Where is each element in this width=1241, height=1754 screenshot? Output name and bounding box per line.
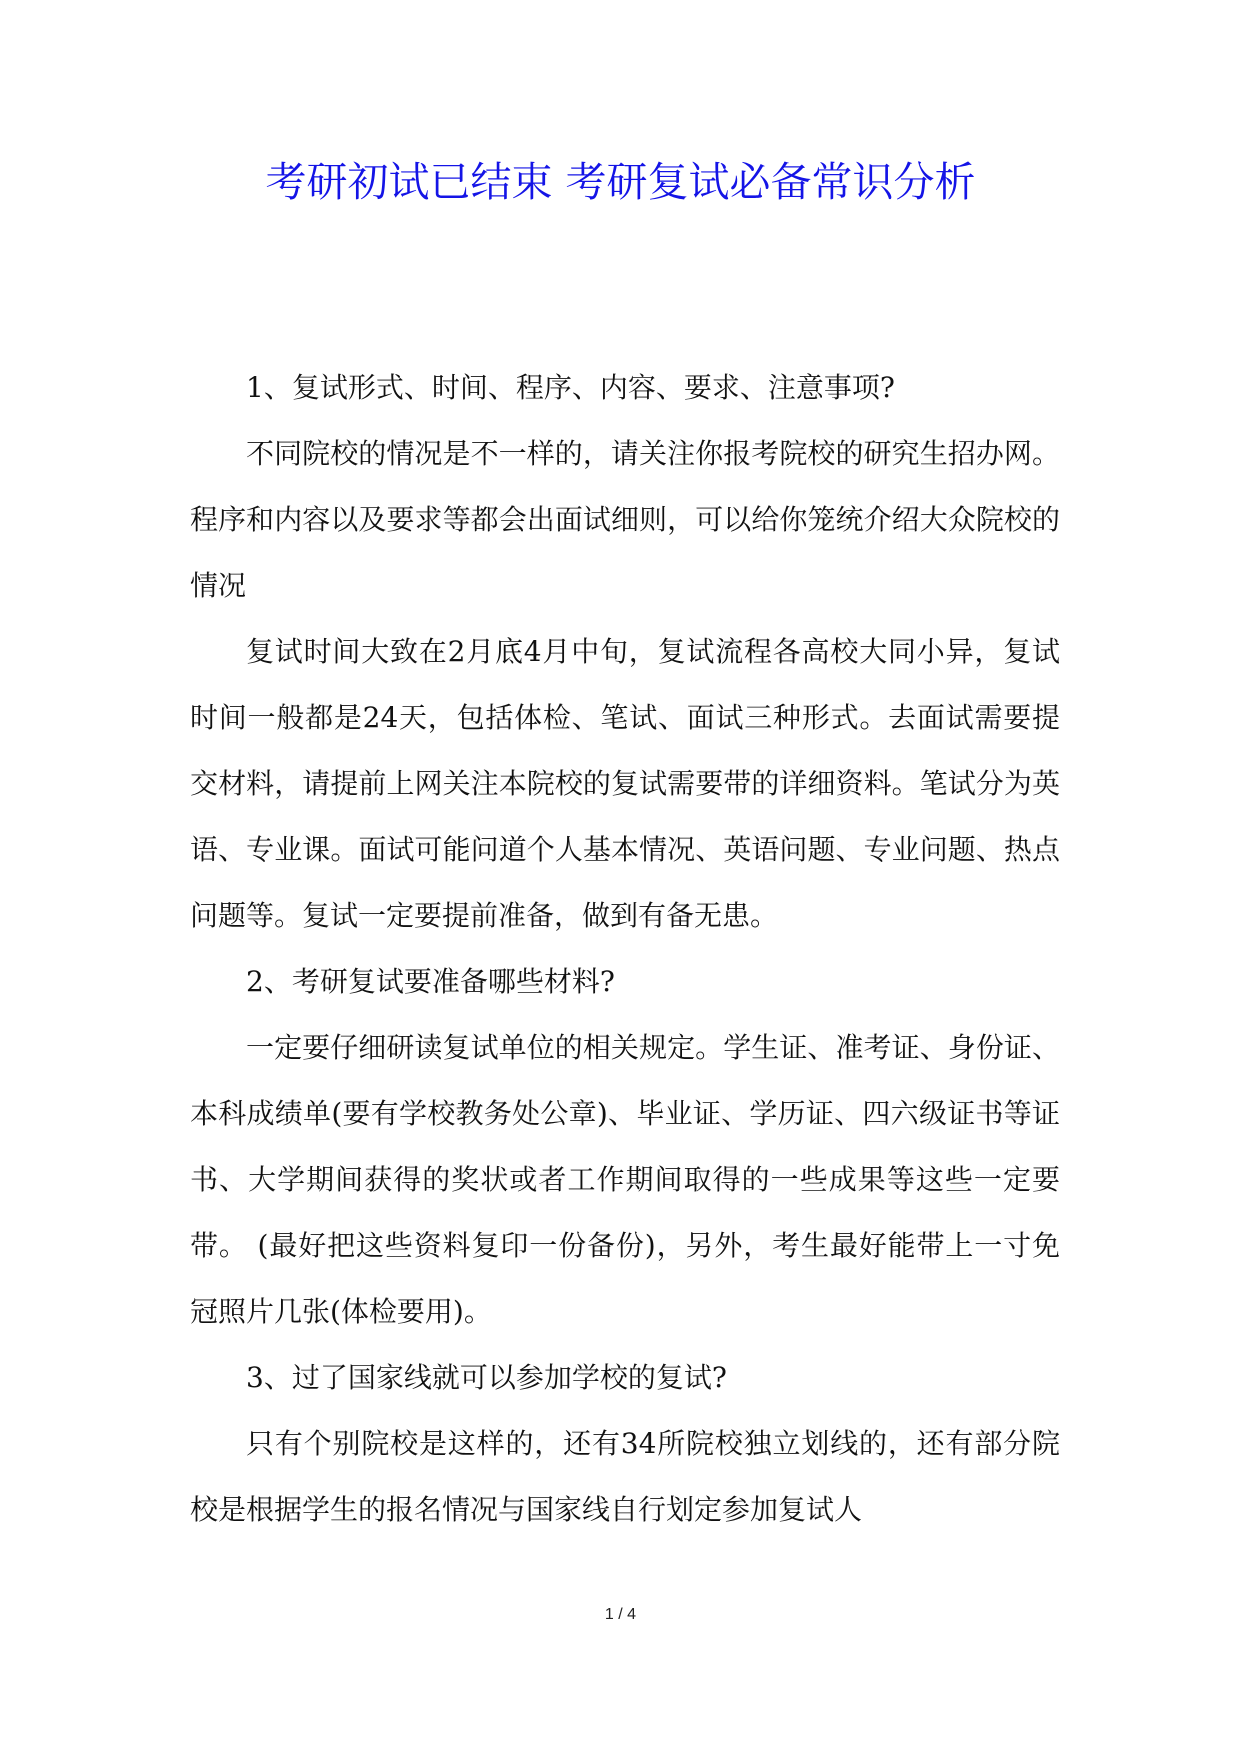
answer-3-paragraph: 只有个别院校是这样的，还有34所院校独立划线的，还有部分院校是根据学生的报名情况与国家线自行划定参加复试人 — [190, 1427, 1060, 1526]
page-number: 1 / 4 — [604, 1606, 637, 1623]
answer-1-paragraph-1: 不同院校的情况是不一样的，请关注你报考院校的研究生招办网。程序和内容以及要求等都会出面试细则，可以给你笼统介绍大众院校的情况 — [190, 437, 1060, 602]
question-2-heading: 2、考研复试要准备哪些材料? — [246, 965, 615, 998]
answer-2-paragraph: 一定要仔细研读复试单位的相关规定。学生证、准考证、身份证、本科成绩单(要有学校教务处公章)、毕业证、学历证、四六级证书等证书、大学期间获得的奖状或者工作期间取得的一些成果等这些一定要带。 (最好把这些资料复印一份备份)，另外，考生最好能带上一寸免冠照片几张(体检要用)。 — [190, 1031, 1060, 1328]
question-1-heading: 1、复试形式、时间、程序、内容、要求、注意事项? — [246, 371, 895, 404]
answer-1-paragraph-2: 复试时间大致在2月底4月中旬，复试流程各高校大同小异，复试时间一般都是24天，包括体检、笔试、面试三种形式。去面试需要提交材料，请提前上网关注本院校的复试需要带的详细资料。笔试分为英语、专业课。面试可能问道个人基本情况、英语问题、专业问题、热点问题等。复试一定要提前准备，做到有备无患。 — [190, 635, 1060, 932]
document-body — [190, 355, 1060, 1543]
question-3-heading: 3、过了国家线就可以参加学校的复试? — [246, 1361, 727, 1394]
document-title: 考研初试已结束 考研复试必备常识分析 — [265, 158, 976, 206]
